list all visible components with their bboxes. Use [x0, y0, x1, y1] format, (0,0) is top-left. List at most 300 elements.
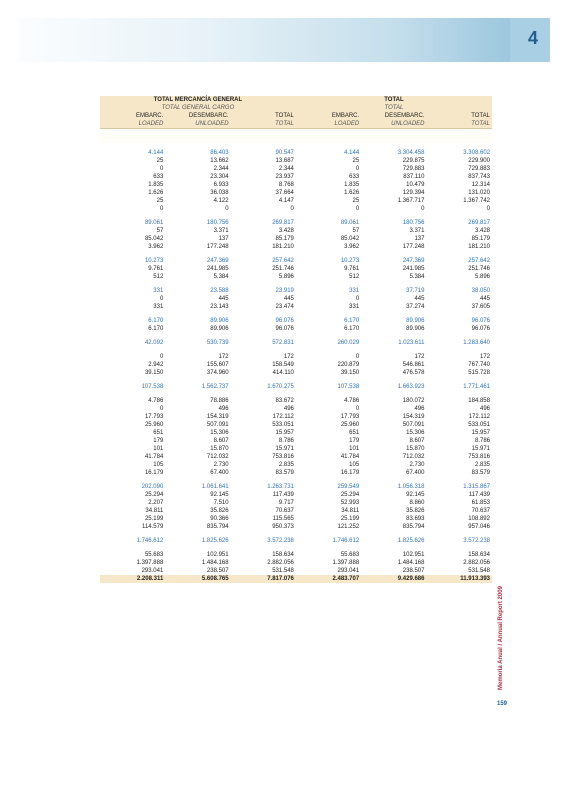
col-header: TOTAL — [426, 112, 492, 120]
table-cell: 85.042 — [144, 236, 164, 242]
table-row — [100, 181, 492, 189]
table-cell: 0 — [159, 206, 164, 212]
subtotal-row — [100, 149, 492, 157]
table-cell: 37.664 — [275, 190, 294, 196]
table-cell: 25 — [156, 158, 164, 164]
table-cell: 154.319 — [206, 414, 229, 420]
table-cell: 496 — [479, 406, 490, 412]
table-cell: 121.252 — [337, 524, 360, 530]
table-cell: 445 — [479, 296, 490, 302]
table-cell: 767.740 — [468, 362, 490, 368]
table-cell: 238.507 — [206, 568, 229, 574]
table-row — [100, 405, 492, 413]
table-cell: 257.642 — [468, 258, 490, 264]
table-cell: 96.076 — [471, 326, 490, 332]
table-cell: 25.199 — [340, 516, 360, 522]
table-cell: 837.110 — [403, 174, 425, 180]
table-row — [100, 361, 492, 369]
table-cell: 131.020 — [468, 190, 490, 196]
table-cell: 2.207 — [148, 500, 164, 506]
table-cell: 10.479 — [406, 182, 425, 188]
table-cell: 512 — [349, 274, 360, 280]
table-cell: 2.208.311 — [100, 575, 165, 583]
table-cell: 414.110 — [272, 370, 294, 376]
table-cell: 0 — [159, 406, 164, 412]
cargo-statistics-table — [100, 96, 492, 583]
table-cell: 3.962 — [344, 244, 360, 250]
table-cell: 533.051 — [468, 422, 490, 428]
subtotal-row — [100, 287, 492, 295]
table-cell: 137 — [414, 236, 425, 242]
table-row — [100, 243, 492, 251]
page-number: 159 — [497, 701, 508, 707]
header-spacer — [100, 129, 492, 144]
table-cell: 23.919 — [275, 288, 294, 294]
table-cell: 107.538 — [141, 384, 164, 390]
table-cell: 70.637 — [471, 508, 490, 514]
table-cell: 1.484.168 — [201, 560, 229, 566]
table-cell: 1.315.867 — [463, 484, 490, 490]
table-cell: 1.263.731 — [267, 484, 294, 490]
subtotal-row — [100, 483, 492, 491]
table-cell: 202.090 — [141, 484, 164, 490]
table-cell: 102.951 — [206, 552, 229, 558]
table-cell: 496 — [414, 406, 425, 412]
table-cell: 229.900 — [468, 158, 490, 164]
subtotal-row — [100, 383, 492, 391]
table-cell: 1.670.275 — [267, 384, 294, 390]
table-cell: 38.050 — [471, 288, 490, 294]
table-row — [100, 469, 492, 477]
table-cell: 180.072 — [402, 398, 425, 404]
table-cell: 2.882.056 — [463, 560, 490, 566]
table-cell: 238.507 — [402, 568, 425, 574]
table-cell: 172.112 — [468, 414, 490, 420]
table-row — [100, 413, 492, 421]
table-cell: 67.400 — [406, 470, 425, 476]
table-cell: 533.051 — [272, 422, 294, 428]
table-row — [100, 559, 492, 567]
table-cell: 507.091 — [206, 422, 229, 428]
table-cell: 753.816 — [272, 454, 294, 460]
table-cell: 0 — [421, 206, 425, 212]
table-cell: 9.761 — [148, 266, 164, 272]
table-cell: 257.642 — [272, 258, 294, 264]
table-cell: 251.746 — [468, 266, 490, 272]
table-cell: 34.811 — [341, 508, 360, 514]
table-cell: 39.150 — [340, 370, 360, 376]
col-header: EMBARC. — [100, 112, 165, 120]
table-cell: 89.906 — [406, 318, 425, 324]
table-cell: 37.274 — [406, 304, 425, 310]
table-cell: 15.306 — [406, 430, 425, 436]
table-cell: 0 — [159, 354, 164, 360]
subtotal-row — [100, 537, 492, 545]
table-cell: 2.344 — [278, 166, 294, 172]
table-cell: 729.883 — [402, 166, 425, 172]
table-cell: 85.179 — [471, 236, 490, 242]
table-cell: 9.717 — [278, 500, 294, 506]
table-row — [100, 265, 492, 273]
table-cell: 6.933 — [213, 182, 229, 188]
table-cell: 331 — [153, 288, 164, 294]
side-caption — [494, 586, 508, 690]
col-header-en: TOTAL — [426, 120, 492, 129]
table-cell: 25 — [156, 198, 164, 204]
table-cell: 83.579 — [471, 470, 490, 476]
table-cell: 158.549 — [272, 362, 294, 368]
table-cell: 476.578 — [402, 370, 425, 376]
table-cell: 950.373 — [272, 524, 294, 530]
table-row — [100, 235, 492, 243]
table-cell: 531.548 — [272, 568, 294, 574]
table-cell: 114.579 — [142, 524, 164, 530]
table-row — [100, 551, 492, 559]
table-cell: 633 — [153, 174, 164, 180]
table-cell: 241.985 — [206, 266, 229, 272]
table-cell: 158.634 — [468, 552, 490, 558]
table-cell: 23.474 — [275, 304, 294, 310]
table-cell: 177.248 — [402, 244, 425, 250]
table-cell: 247.369 — [206, 258, 229, 264]
table-row — [100, 273, 492, 281]
table-cell: 8.768 — [278, 182, 294, 188]
table-cell: 180.756 — [402, 220, 425, 226]
table-cell: 0 — [355, 354, 360, 360]
table-cell: 25.960 — [144, 422, 164, 428]
table-cell: 1.825.626 — [397, 538, 425, 544]
table-cell: 8.607 — [409, 438, 425, 444]
table-cell: 633 — [349, 174, 360, 180]
table-row — [100, 165, 492, 173]
table-row — [100, 523, 492, 531]
table-cell: 90.547 — [275, 150, 294, 156]
table-cell: 507.091 — [402, 422, 425, 428]
table-cell: 15.870 — [406, 446, 425, 452]
table-cell: 0 — [290, 206, 294, 212]
table-cell: 42.092 — [144, 340, 164, 346]
table-cell: 85.042 — [340, 236, 360, 242]
table-cell: 61.853 — [471, 500, 490, 506]
table-row — [100, 205, 492, 213]
table-cell: 8.786 — [474, 438, 490, 444]
table-cell: 445 — [283, 296, 294, 302]
table-cell: 8.786 — [278, 438, 294, 444]
table-cell: 546.861 — [402, 362, 425, 368]
table-cell: 1.367.717 — [397, 198, 425, 204]
table-cell: 25.294 — [340, 492, 360, 498]
table-cell: 3.962 — [148, 244, 164, 250]
table-cell: 177.248 — [206, 244, 229, 250]
table-cell: 0 — [355, 296, 360, 302]
table-cell: 83.579 — [275, 470, 294, 476]
table-cell: 651 — [349, 430, 360, 436]
table-cell: 96.076 — [471, 318, 490, 324]
table-row — [100, 369, 492, 377]
table-cell: 7.817.076 — [231, 575, 296, 583]
table-cell: 4.786 — [148, 398, 164, 404]
table-row — [100, 499, 492, 507]
table-cell: 52.993 — [340, 500, 360, 506]
table-cell: 78.886 — [210, 398, 229, 404]
table-row — [100, 197, 492, 205]
table-cell: 179 — [153, 438, 164, 444]
table-cell: 5.384 — [213, 274, 229, 280]
table-cell: 23.143 — [210, 304, 229, 310]
table-cell: 5.896 — [278, 274, 294, 280]
table-cell: 1.367.742 — [463, 198, 490, 204]
table-cell: 3.304.458 — [397, 150, 425, 156]
table-cell: 89.906 — [406, 326, 425, 332]
table-cell: 181.210 — [468, 244, 490, 250]
table-cell: 2.730 — [409, 462, 425, 468]
table-cell: 41.784 — [340, 454, 360, 460]
table-cell: 1.835 — [148, 182, 164, 188]
table-cell: 4.144 — [148, 150, 164, 156]
table-cell: 837.743 — [468, 174, 490, 180]
table-cell: 34.811 — [145, 508, 164, 514]
table-cell: 92.145 — [406, 492, 425, 498]
table-cell: 12.314 — [471, 182, 490, 188]
table-cell: 4.147 — [278, 198, 294, 204]
table-cell: 835.794 — [402, 524, 425, 530]
table-cell: 15.306 — [210, 430, 229, 436]
table-cell: 101 — [349, 446, 360, 452]
table-cell: 293.041 — [337, 568, 360, 574]
table-cell: 154.319 — [402, 414, 425, 420]
table-cell: 17.793 — [340, 414, 360, 420]
table-cell: 512 — [153, 274, 164, 280]
col-header: DESEMBARC. — [361, 112, 426, 120]
table-cell: 102.951 — [402, 552, 425, 558]
table-cell: 105 — [349, 462, 360, 468]
table-cell: 6.170 — [148, 318, 164, 324]
table-cell: 89.906 — [210, 326, 229, 332]
table-cell: 180.756 — [206, 220, 229, 226]
table-cell: 1.771.461 — [463, 384, 490, 390]
table-cell: 331 — [153, 304, 164, 310]
table-cell: 957.046 — [468, 524, 490, 530]
table-row — [100, 437, 492, 445]
table-cell: 2.882.056 — [267, 560, 294, 566]
table-cell: 753.816 — [468, 454, 490, 460]
table-cell: 3.572.238 — [267, 538, 294, 544]
col-header: TOTAL — [231, 112, 296, 120]
table-cell: 25.294 — [144, 492, 164, 498]
table-cell: 10.273 — [340, 258, 360, 264]
table-cell: 1.835 — [344, 182, 360, 188]
table-row — [100, 353, 492, 361]
table-cell: 1.626 — [344, 190, 360, 196]
table-cell: 1.562.737 — [201, 384, 229, 390]
table-cell: 1.283.640 — [463, 340, 490, 346]
table-cell: 158.634 — [272, 552, 294, 558]
table-cell: 5.608.765 — [165, 575, 230, 583]
table-row — [100, 491, 492, 499]
table-cell: 4.144 — [344, 150, 360, 156]
table-cell: 229.875 — [402, 158, 425, 164]
col-header-en: TOTAL — [231, 120, 296, 129]
table-cell: 1.746.612 — [332, 538, 360, 544]
table-cell: 96.076 — [275, 318, 294, 324]
table-cell: 247.369 — [402, 258, 425, 264]
table-cell: 129.394 — [402, 190, 425, 196]
table-cell: 260.029 — [337, 340, 360, 346]
table-cell: 0 — [159, 166, 164, 172]
table-cell: 16.179 — [144, 470, 164, 476]
table-cell: 374.960 — [206, 370, 229, 376]
table-cell: 23.304 — [210, 174, 229, 180]
subtotal-row — [100, 339, 492, 347]
table-cell: 515.728 — [468, 370, 490, 376]
table-cell: 4.122 — [213, 198, 229, 204]
table-cell: 1.061.641 — [201, 484, 229, 490]
table-cell: 23.588 — [210, 288, 229, 294]
table-cell: 1.626 — [148, 190, 164, 196]
table-cell: 172 — [479, 354, 490, 360]
table-cell: 57 — [352, 228, 360, 234]
table-cell: 293.041 — [141, 568, 164, 574]
table-cell: 269.817 — [468, 220, 490, 226]
col-header-en: LOADED — [100, 120, 165, 129]
table-cell: 92.145 — [210, 492, 229, 498]
subtotal-row — [100, 219, 492, 227]
table-cell: 496 — [283, 406, 294, 412]
table-cell: 3.371 — [409, 228, 425, 234]
table-cell: 2.344 — [213, 166, 229, 172]
table-cell: 0 — [225, 206, 229, 212]
table-cell: 155.607 — [206, 362, 229, 368]
table-cell: 107.538 — [337, 384, 360, 390]
table-cell: 9.429.686 — [361, 575, 426, 583]
table-cell: 331 — [349, 304, 360, 310]
table-cell: 86.403 — [210, 150, 229, 156]
table-cell: 37.719 — [406, 288, 425, 294]
table-cell: 2.835 — [278, 462, 294, 468]
table-cell: 90.366 — [210, 516, 229, 522]
table-row — [100, 295, 492, 303]
table-row — [100, 453, 492, 461]
table-cell: 2.942 — [148, 362, 164, 368]
table-cell: 251.746 — [272, 266, 294, 272]
table-cell: 572.831 — [272, 340, 294, 346]
header-band — [18, 18, 550, 62]
table-cell: 331 — [349, 288, 360, 294]
table-cell: 179 — [349, 438, 360, 444]
table-cell: 13.662 — [210, 158, 229, 164]
table-row — [100, 227, 492, 235]
table-cell: 531.548 — [468, 568, 490, 574]
table-cell: 15.870 — [210, 446, 229, 452]
table-cell: 89.061 — [144, 220, 164, 226]
table-cell: 259.549 — [337, 484, 360, 490]
table-cell: 15.957 — [275, 430, 294, 436]
table-cell: 496 — [218, 406, 229, 412]
table-cell: 101 — [153, 446, 164, 452]
table-cell: 15.957 — [471, 430, 490, 436]
table-cell: 16.179 — [340, 470, 360, 476]
table-cell: 0 — [355, 166, 360, 172]
group2-title: TOTAL — [296, 96, 492, 104]
table-cell: 89.906 — [210, 318, 229, 324]
table-cell: 39.150 — [144, 370, 164, 376]
table-cell: 35.826 — [210, 508, 229, 514]
col-header: DESEMBARC. — [165, 112, 230, 120]
table-cell: 712.032 — [402, 454, 425, 460]
table-cell: 117.439 — [468, 492, 490, 498]
table-cell: 37.605 — [471, 304, 490, 310]
table-cell: 2.730 — [213, 462, 229, 468]
table-cell: 35.826 — [406, 508, 425, 514]
table-cell: 1.825.626 — [201, 538, 229, 544]
table-cell: 181.210 — [272, 244, 294, 250]
table-cell: 729.883 — [468, 166, 490, 172]
table-cell: 9.761 — [344, 266, 360, 272]
table-row — [100, 325, 492, 333]
table-row — [100, 445, 492, 453]
table-cell: 55.683 — [144, 552, 164, 558]
table-cell: 241.985 — [402, 266, 425, 272]
table-cell: 83.672 — [275, 398, 294, 404]
chapter-number: 4 — [527, 28, 538, 48]
table-row — [100, 303, 492, 311]
table-cell: 10.273 — [144, 258, 164, 264]
table-cell: 8.860 — [409, 500, 425, 506]
table-cell: 25 — [352, 158, 360, 164]
col-header-en: UNLOADED — [361, 120, 426, 129]
table-cell: 5.384 — [409, 274, 425, 280]
table-cell: 55.683 — [340, 552, 360, 558]
side-text: Memoria Anual / Annual Report 2009 — [498, 586, 504, 690]
table-cell: 6.170 — [344, 326, 360, 332]
table-cell: 85.179 — [275, 236, 294, 242]
table-cell: 220.879 — [337, 362, 360, 368]
table-cell: 4.786 — [344, 398, 360, 404]
table-cell: 3.572.238 — [463, 538, 490, 544]
table-row — [100, 397, 492, 405]
table-cell: 11.913.393 — [426, 575, 492, 583]
table-cell: 5.896 — [474, 274, 490, 280]
col-header-en: UNLOADED — [165, 120, 230, 129]
table-row — [100, 461, 492, 469]
table-cell: 1.023.611 — [398, 340, 425, 346]
table-cell: 172 — [218, 354, 229, 360]
table-cell: 25.199 — [144, 516, 164, 522]
table-cell: 83.693 — [406, 516, 425, 522]
table-cell: 41.784 — [144, 454, 164, 460]
table-cell: 2.835 — [474, 462, 490, 468]
table-cell: 0 — [355, 206, 360, 212]
table-cell: 1.397.888 — [136, 560, 164, 566]
table-row — [100, 567, 492, 575]
table-cell: 1.397.888 — [332, 560, 360, 566]
subtotal-row — [100, 317, 492, 325]
table-cell: 172 — [283, 354, 294, 360]
subtotal-row — [100, 257, 492, 265]
table-cell: 13.687 — [275, 158, 294, 164]
col-header: EMBARC. — [296, 112, 361, 120]
table-cell: 89.061 — [340, 220, 360, 226]
table-row — [100, 515, 492, 523]
table-cell: 67.400 — [210, 470, 229, 476]
table-cell: 15.971 — [471, 446, 490, 452]
table-cell: 712.032 — [206, 454, 229, 460]
table-cell: 445 — [414, 296, 425, 302]
table-cell: 0 — [486, 206, 490, 212]
table-cell: 172 — [414, 354, 425, 360]
table-cell: 115.565 — [272, 516, 294, 522]
table-cell: 1.056.318 — [397, 484, 425, 490]
